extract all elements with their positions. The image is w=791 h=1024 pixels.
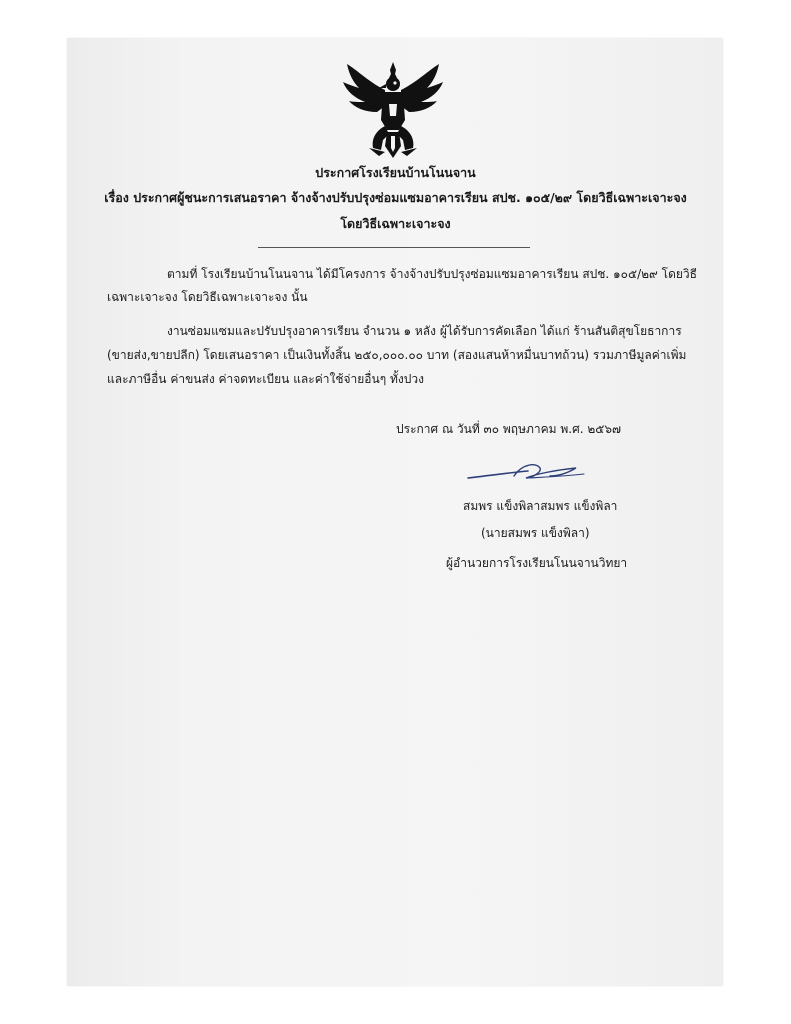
signer-text: สมพร แข็งพิลาสมพร แข็งพิลา bbox=[463, 499, 618, 513]
signer-name: (นายสมพร แข็งพิลา) bbox=[481, 526, 590, 540]
signer-position: ผู้อำนวยการโรงเรียนโนนจานวิทยา bbox=[446, 556, 628, 570]
announcement-date: ประกาศ ณ วันที่ ๓๐ พฤษภาคม พ.ศ. ๒๕๖๗ bbox=[396, 422, 621, 436]
paragraph-1-line-1: ตามที่ โรงเรียนบ้านโนนจาน ได้มีโครงการ จ้างจ้างปรับปรุงซ่อมแซมอาคารเรียน สปช. ๑๐๕/๒๙ โดยวิธี bbox=[167, 267, 697, 281]
garuda-emblem-icon bbox=[339, 60, 447, 160]
paragraph-2-line-3: และภาษีอื่น ค่าขนส่ง ค่าจดทะเบียน และค่าใช้จ่ายอื่นๆ ทั้งปวง bbox=[107, 372, 424, 386]
paragraph-2-line-2: (ขายส่ง,ขายปลีก) โดยเสนอราคา เป็นเงินทั้งสิ้น ๒๕๐,๐๐๐.๐๐ บาท (สองแสนห้าหมื่นบาทถ้วน) รวมภาษีมูลค่าเพิ่ม bbox=[107, 348, 687, 362]
document-subject: เรื่อง ประกาศผู้ชนะการเสนอราคา จ้างจ้างปรับปรุงซ่อมแซมอาคารเรียน สปช. ๑๐๕/๒๙ โดยวิธีเฉพาะเจาะจง bbox=[104, 190, 687, 205]
paragraph-2-line-1: งานซ่อมแซมและปรับปรุงอาคารเรียน จำนวน ๑ หลัง ผู้ได้รับการคัดเลือก ได้แก่ ร้านสันติสุขโยธาการ bbox=[167, 324, 682, 338]
document-heading: ประกาศโรงเรียนบ้านโนนจาน bbox=[315, 165, 476, 180]
heading-divider bbox=[258, 247, 530, 248]
handwritten-signature bbox=[466, 456, 591, 486]
document-subject-continued: โดยวิธีเฉพาะเจาะจง bbox=[340, 216, 451, 231]
paragraph-1-line-2: เฉพาะเจาะจง โดยวิธีเฉพาะเจาะจง นั้น bbox=[107, 290, 308, 304]
